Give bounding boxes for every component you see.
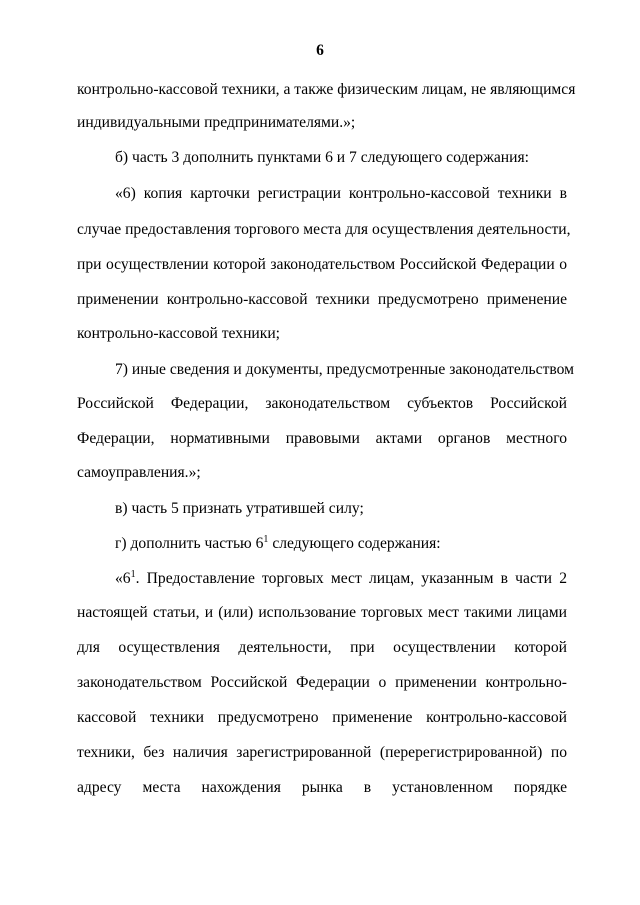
text-line: применении контрольно-кассовой техники предусмотрено применение [77,291,567,308]
text-line: «6) копия карточки регистрации контрольно-кассовой техники в [115,185,567,202]
text-line: случае предоставления торгового места для осуществления деятельности, [77,221,571,238]
text-line: контрольно-кассовой техники; [77,325,281,342]
text-line: законодательством Российской Федерации о применении контрольно- [77,674,567,691]
page-number: 6 [316,42,324,59]
text-line: б) часть 3 дополнить пунктами 6 и 7 следующего содержания: [115,149,529,166]
text-line: для осуществления деятельности, при осуществлении которой [77,639,567,656]
text-line [115,535,441,553]
text-fragment: . Предоставление торговых мест лицам, указанным в части 2 [135,570,567,587]
text-fragment: следующего содержания: [272,535,441,552]
text-line: адресу места нахождения рынка в установленном порядке [77,779,567,796]
text-line: при осуществлении которой законодательством Российской Федерации о [77,256,567,273]
text-line [115,570,567,588]
text-line: контрольно-кассовой техники, а также физическим лицам, не являющимся [77,81,576,98]
superscript-number: 1 [130,569,136,580]
superscript-number: 1 [263,534,269,545]
text-line: индивидуальными предпринимателями.»; [77,114,356,131]
text-fragment: г) дополнить частью 6 [115,535,264,552]
text-line: самоуправления.»; [77,464,201,481]
text-line: в) часть 5 признать утратившей силу; [115,500,364,517]
text-line: Федерации, нормативными правовыми актами органов местного [77,430,567,447]
text-line: настоящей статьи, и (или) использование торговых мест такими лицами [77,604,567,621]
text-line: Российской Федерации, законодательством субъектов Российской [77,395,567,412]
text-line: 7) иные сведения и документы, предусмотренные законодательством [115,361,575,378]
text-line: кассовой техники предусмотрено применение контрольно-кассовой [77,709,567,726]
text-fragment: «6 [115,570,131,587]
text-line: техники, без наличия зарегистрированной (перерегистрированной) по [77,744,567,761]
